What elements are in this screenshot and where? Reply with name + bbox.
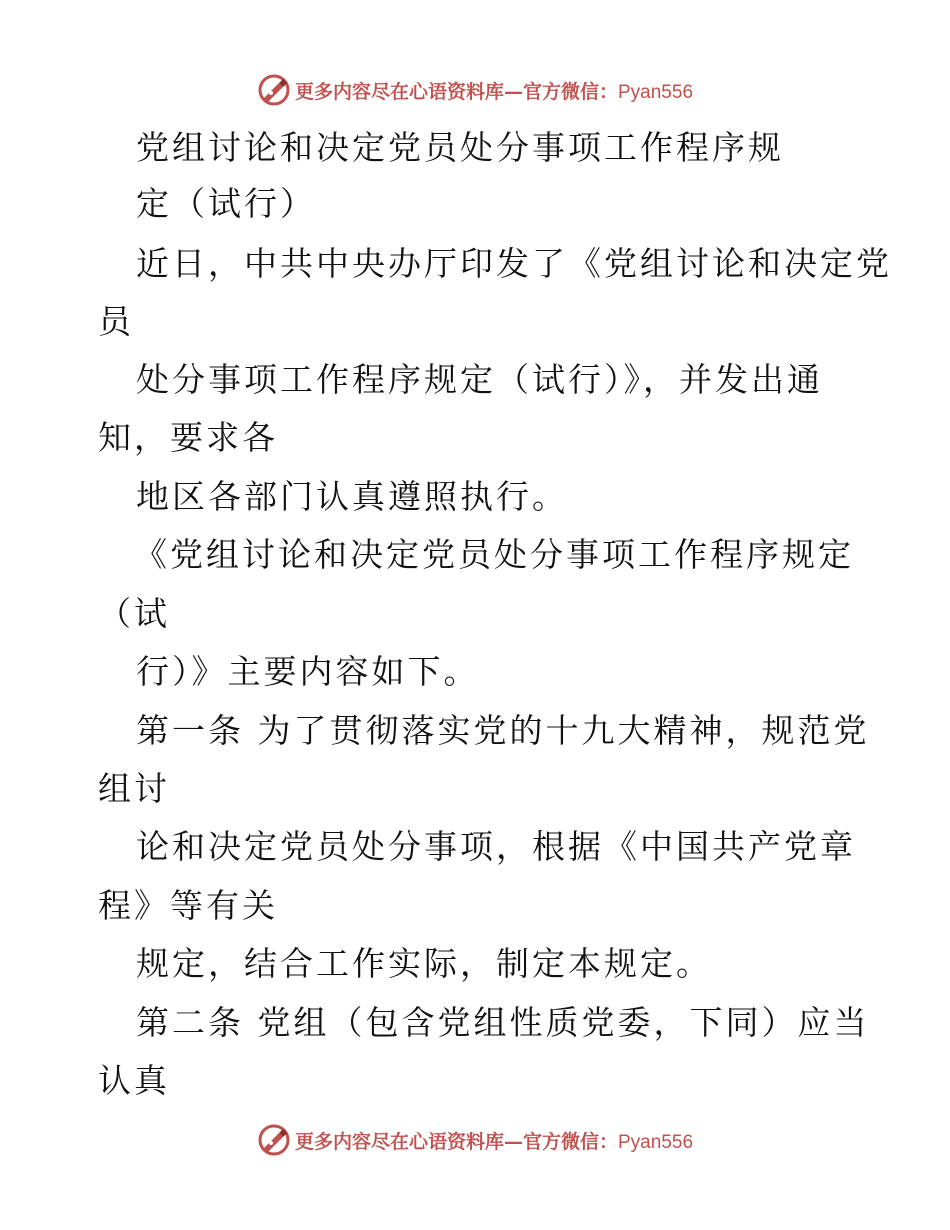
banner-wechat-label: 官方微信： — [522, 1130, 618, 1153]
doc-article-line: 程》等有关 — [98, 886, 278, 925]
footer-banner — [0, 1120, 950, 1160]
footer-banner-text — [295, 1127, 693, 1154]
doc-article-line: 论和决定党员处分事项，根据《中国共产党章 — [136, 827, 856, 866]
header-banner-text — [295, 77, 693, 104]
footer-banner-inner — [257, 1123, 693, 1157]
pen-logo-icon — [257, 1123, 291, 1157]
doc-article-line: 第二条 党组（包含党组性质党委，下同）应当 — [136, 1003, 870, 1042]
header-banner-inner — [257, 73, 693, 107]
doc-paragraph-line: 地区各部门认真遵照执行。 — [136, 477, 568, 516]
doc-paragraph-line: 《党组讨论和决定党员处分事项工作程序规定 — [134, 535, 854, 574]
doc-paragraph-line: 行）》主要内容如下。 — [136, 652, 480, 691]
doc-title-line-1: 党组讨论和决定党员处分事项工作程序规 — [136, 128, 784, 167]
banner-wechat-label: 官方微信： — [522, 80, 618, 103]
doc-title-line-2: 定（试行） — [136, 184, 316, 223]
doc-article-line: 规定，结合工作实际，制定本规定。 — [136, 944, 712, 983]
header-banner — [0, 70, 950, 110]
doc-paragraph-line: 员 — [98, 302, 134, 341]
doc-article-line: 第一条 为了贯彻落实党的十九大精神，规范党 — [136, 711, 870, 750]
pen-logo-icon — [257, 73, 291, 107]
banner-account: Pyan556 — [618, 81, 694, 103]
banner-dash: — — [503, 80, 523, 103]
doc-paragraph-line: （试 — [98, 594, 170, 633]
doc-paragraph-line: 近日，中共中央办厅印发了《党组讨论和决定党 — [136, 244, 892, 283]
doc-article-line: 认真 — [98, 1061, 170, 1100]
banner-prefix: 更多内容尽在心语资料库 — [294, 80, 504, 103]
banner-account: Pyan556 — [618, 1131, 694, 1153]
doc-paragraph-line: 知，要求各 — [98, 418, 278, 457]
doc-paragraph-line: 处分事项工作程序规定（试行）》，并发出通 — [136, 360, 823, 399]
banner-prefix: 更多内容尽在心语资料库 — [294, 1130, 504, 1153]
banner-dash: — — [503, 1130, 523, 1153]
doc-article-line: 组讨 — [98, 769, 170, 808]
